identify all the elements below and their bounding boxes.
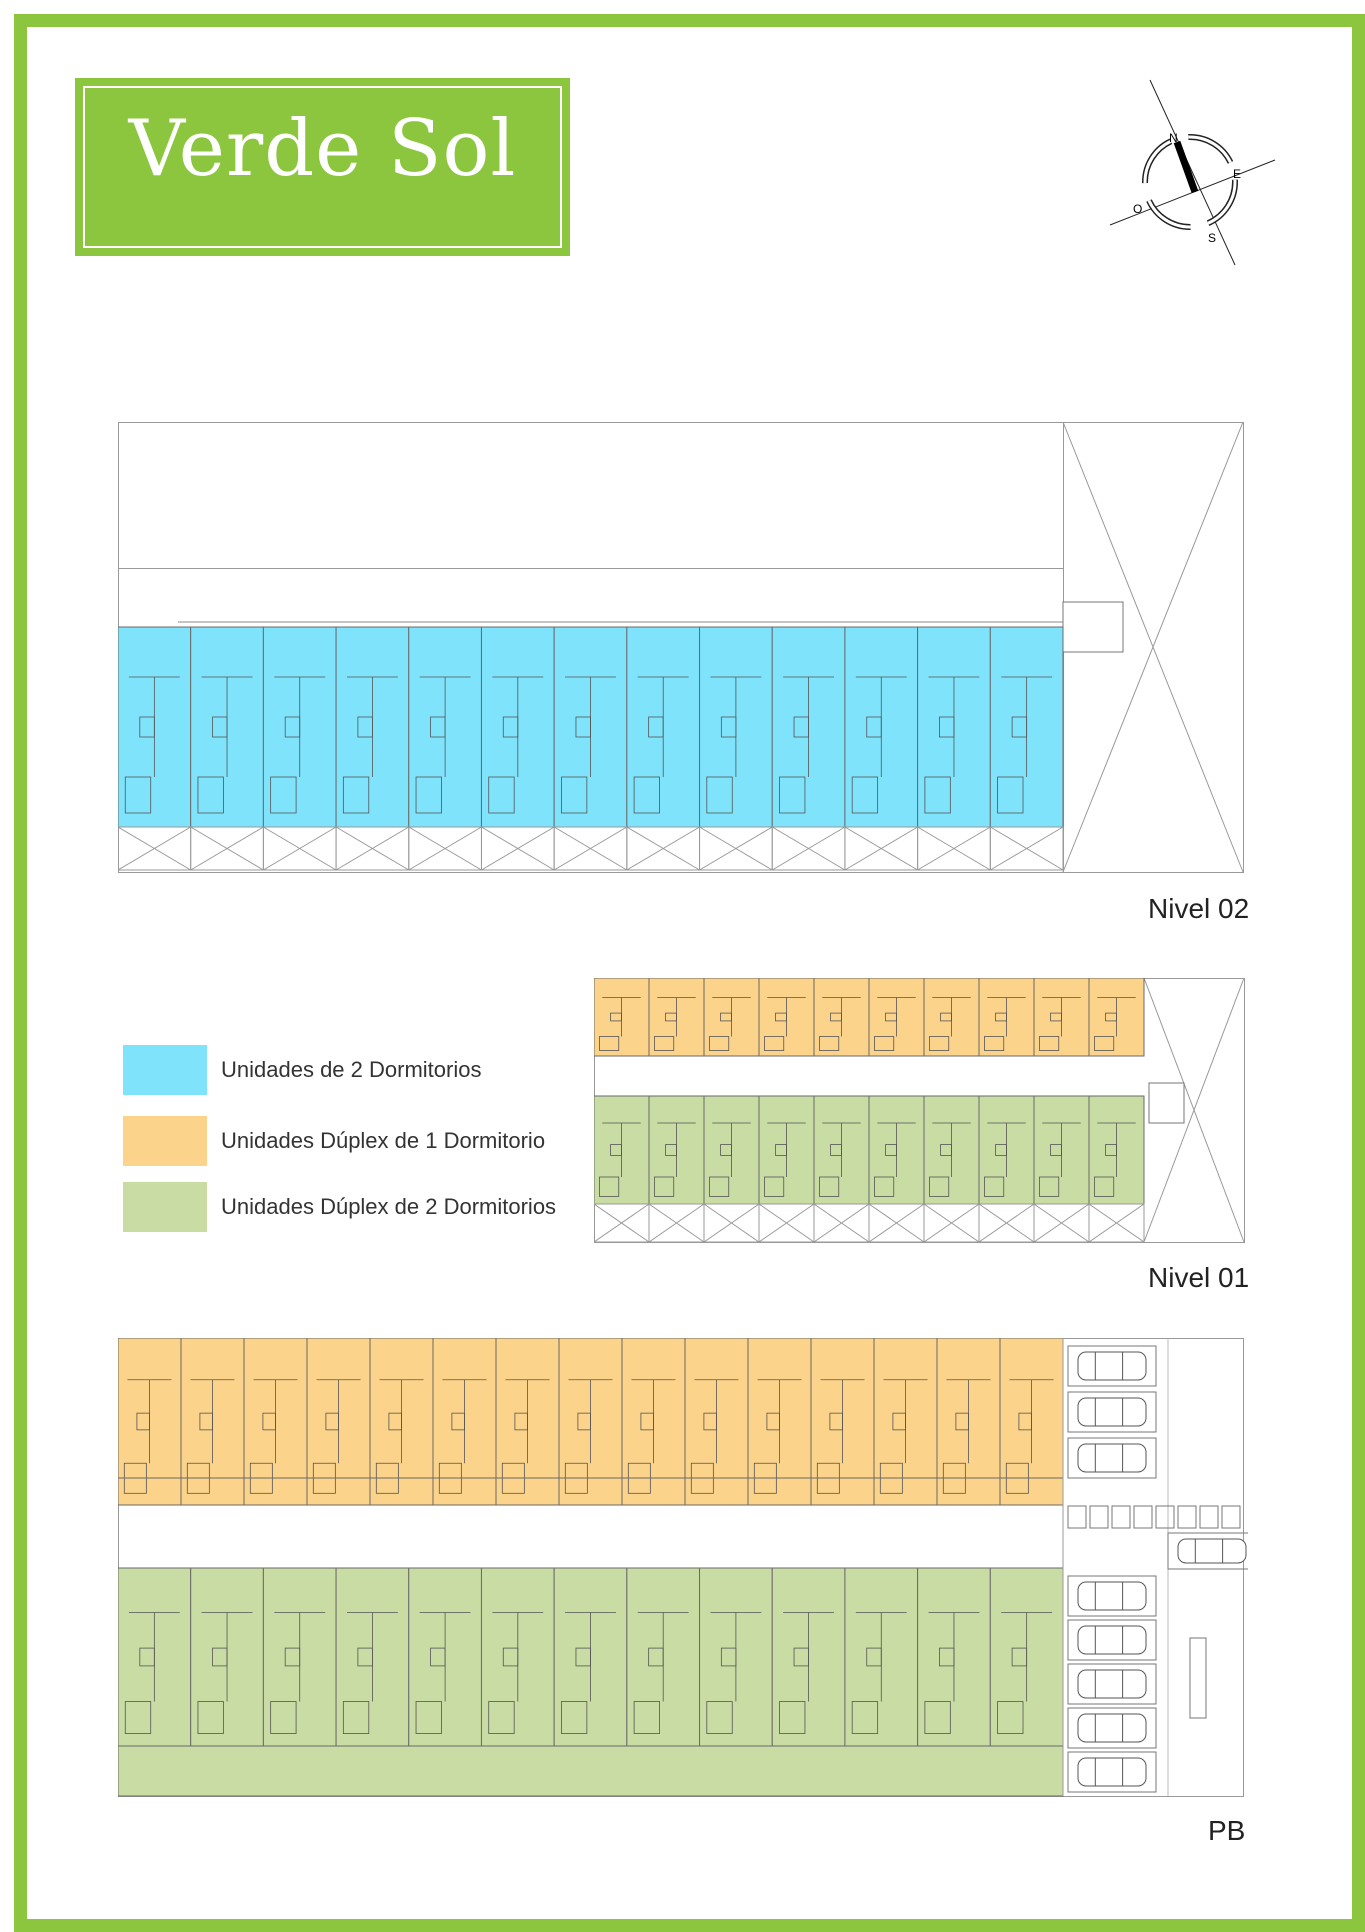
legend-swatch-green: [123, 1182, 207, 1232]
legend-label: Unidades de 2 Dormitorios: [221, 1057, 482, 1082]
logo: [75, 78, 570, 256]
unit-duplex-1-dormitorio: [814, 978, 869, 1056]
unit-duplex-1-dormitorio: [748, 1338, 811, 1505]
parking-space: [1068, 1752, 1156, 1792]
parking-space: [1068, 1576, 1156, 1616]
unit-2-dormitorios: [409, 627, 482, 827]
unit-duplex-1-dormitorio: [869, 978, 924, 1056]
level-label-pb: PB: [1208, 1815, 1246, 1846]
unit-duplex-1-dormitorio: [118, 1338, 181, 1505]
unit-duplex-1-dormitorio: [307, 1338, 370, 1505]
unit-2-dormitorios: [772, 627, 845, 827]
plan-pb: [118, 1338, 1248, 1800]
legend-swatch-orange: [123, 1116, 207, 1166]
level-label-nivel-02: Nivel 02: [1148, 893, 1250, 924]
unit-duplex-2-dormitorios: [759, 1096, 814, 1204]
unit-duplex-1-dormitorio: [979, 978, 1034, 1056]
unit-duplex-2-dormitorios: [979, 1096, 1034, 1204]
unit-duplex-1-dormitorio: [649, 978, 704, 1056]
unit-duplex-1-dormitorio: [181, 1338, 244, 1505]
unit-duplex-2-dormitorios: [481, 1568, 554, 1746]
unit-duplex-2-dormitorios: [336, 1568, 409, 1746]
unit-duplex-1-dormitorio: [685, 1338, 748, 1505]
legend-item-duplex-1-dormitorio: [123, 1116, 603, 1166]
unit-2-dormitorios: [845, 627, 918, 827]
unit-duplex-2-dormitorios: [191, 1568, 264, 1746]
unit-2-dormitorios: [263, 627, 336, 827]
parking-space: [1068, 1708, 1156, 1748]
legend-item-duplex-2-dormitorios: [123, 1182, 603, 1232]
unit-2-dormitorios: [700, 627, 773, 827]
unit-duplex-2-dormitorios: [554, 1568, 627, 1746]
compass-n: N: [1169, 131, 1178, 145]
compass-icon: [1100, 70, 1280, 270]
unit-duplex-1-dormitorio: [1000, 1338, 1063, 1505]
unit-duplex-2-dormitorios: [845, 1568, 918, 1746]
unit-duplex-2-dormitorios: [1089, 1096, 1144, 1204]
level-label-nivel-01: Nivel 01: [1148, 1262, 1250, 1293]
legend-label: Unidades Dúplex de 1 Dormitorio: [221, 1128, 546, 1153]
unit-duplex-1-dormitorio: [496, 1338, 559, 1505]
compass-o: O: [1133, 202, 1143, 216]
unit-duplex-2-dormitorios: [772, 1568, 845, 1746]
unit-duplex-2-dormitorios: [918, 1568, 991, 1746]
legend-swatch-blue: [123, 1045, 207, 1095]
plan-nivel-02: [118, 422, 1248, 878]
unit-duplex-1-dormitorio: [559, 1338, 622, 1505]
unit-duplex-1-dormitorio: [704, 978, 759, 1056]
parking-space: [1068, 1346, 1156, 1386]
unit-duplex-2-dormitorios: [118, 1568, 191, 1746]
unit-duplex-1-dormitorio: [433, 1338, 496, 1505]
unit-duplex-2-dormitorios: [627, 1568, 700, 1746]
parking-space: [1068, 1438, 1156, 1478]
unit-duplex-1-dormitorio: [370, 1338, 433, 1505]
unit-duplex-2-dormitorios: [990, 1568, 1063, 1746]
plan-nivel-01: [594, 978, 1248, 1246]
parking-space: [1068, 1664, 1156, 1704]
unit-duplex-2-dormitorios: [263, 1568, 336, 1746]
unit-duplex-1-dormitorio: [924, 978, 979, 1056]
unit-2-dormitorios: [481, 627, 554, 827]
compass-e: E: [1233, 167, 1242, 181]
unit-2-dormitorios: [336, 627, 409, 827]
unit-duplex-2-dormitorios: [409, 1568, 482, 1746]
unit-duplex-1-dormitorio: [244, 1338, 307, 1505]
logo-title: Verde Sol: [128, 104, 517, 194]
unit-duplex-1-dormitorio: [759, 978, 814, 1056]
unit-duplex-1-dormitorio: [622, 1338, 685, 1505]
unit-duplex-2-dormitorios: [869, 1096, 924, 1204]
unit-duplex-2-dormitorios: [1034, 1096, 1089, 1204]
unit-duplex-1-dormitorio: [811, 1338, 874, 1505]
compass-s: S: [1208, 231, 1217, 245]
unit-2-dormitorios: [118, 627, 191, 827]
unit-duplex-2-dormitorios: [704, 1096, 759, 1204]
unit-2-dormitorios: [191, 627, 264, 827]
unit-2-dormitorios: [627, 627, 700, 827]
unit-duplex-2-dormitorios: [700, 1568, 773, 1746]
unit-duplex-2-dormitorios: [814, 1096, 869, 1204]
unit-duplex-1-dormitorio: [937, 1338, 1000, 1505]
legend-item-2-dormitorios: [123, 1045, 603, 1095]
unit-duplex-2-dormitorios: [649, 1096, 704, 1204]
parking-space: [1168, 1533, 1248, 1569]
unit-duplex-1-dormitorio: [874, 1338, 937, 1505]
parking-space: [1068, 1620, 1156, 1660]
unit-duplex-1-dormitorio: [1089, 978, 1144, 1056]
unit-duplex-1-dormitorio: [1034, 978, 1089, 1056]
unit-2-dormitorios: [554, 627, 627, 827]
unit-duplex-2-dormitorios: [924, 1096, 979, 1204]
unit-2-dormitorios: [990, 627, 1063, 827]
legend-label: Unidades Dúplex de 2 Dormitorios: [221, 1194, 557, 1219]
parking-space: [1068, 1392, 1156, 1432]
unit-2-dormitorios: [918, 627, 991, 827]
